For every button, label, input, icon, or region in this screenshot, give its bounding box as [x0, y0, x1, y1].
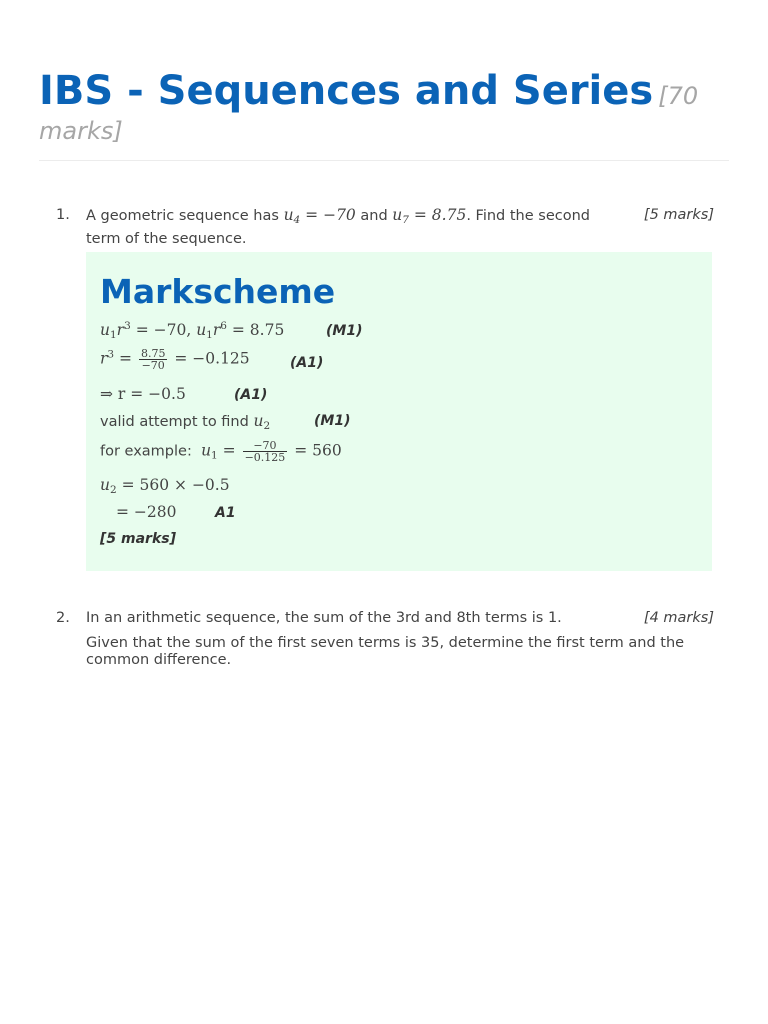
markscheme-line-2: $r^3$ = $\frac{8.75}{-70}$ = −0.125 [100, 347, 250, 372]
markscheme-line-4-code: (M1) [314, 413, 351, 429]
markscheme-line-6: $u_2 = 560 \times -0.5$ [100, 476, 230, 496]
markscheme-line-1-code: (M1) [326, 323, 363, 339]
markscheme-line-7-code: A1 [215, 505, 236, 521]
question-1 [56, 206, 714, 246]
markscheme-line-3: ⇒ r = −0.5 [100, 385, 186, 403]
question-2-text-para2: Given that the sum of the first seven terms is 35, determine the first term and the common difference. [86, 635, 685, 668]
markscheme-line-4: valid attempt to find $u_2$ [100, 412, 271, 432]
title-divider [39, 160, 729, 161]
question-2-marks: [4 marks] [643, 610, 714, 626]
question-1-number: 1. [56, 207, 70, 223]
question-1-text-suffix: . Find the second [466, 208, 590, 224]
markscheme-line-5: for example: $u_1$ = $\frac{-70}{-0.125}$ = 560 [100, 439, 342, 464]
markscheme-title: Markscheme [100, 272, 336, 311]
markscheme-line-3-code: (A1) [234, 387, 268, 403]
page-title-block [39, 64, 729, 147]
page-title: IBS - Sequences and Series [39, 68, 654, 114]
markscheme-line-2-fraction: $\frac{8.75}{-70}$ [140, 347, 166, 372]
markscheme-line-5-fraction: $\frac{-70}{-0.125}$ [244, 439, 286, 464]
markscheme-line-2-code: (A1) [290, 355, 324, 371]
question-2-text-line1: In an arithmetic sequence, the sum of the 3rd and 8th terms is 1. [86, 610, 562, 626]
question-2-text [86, 609, 714, 669]
question-1-text-and: and [360, 208, 388, 224]
markscheme-line-7: = −280 [116, 503, 177, 521]
question-1-u7: $u_7 = 8.75$ [392, 206, 467, 226]
question-1-text-line2: term of the sequence. [86, 231, 247, 247]
total-marks-part2: marks] [39, 117, 123, 145]
question-1-text-prefix: A geometric sequence has [86, 208, 279, 224]
total-marks-part1: [70 [658, 82, 699, 110]
question-2-number: 2. [56, 610, 70, 626]
question-1-u4: $u_4 = -70$ [283, 206, 356, 226]
markscheme-panel [86, 252, 712, 571]
markscheme-total: [5 marks] [100, 531, 176, 547]
markscheme-line-1: $u_1r^3 = -70$, $u_1r^6 = 8.75$ [100, 320, 285, 341]
question-1-marks: [5 marks] [643, 207, 714, 223]
question-2 [56, 609, 714, 673]
question-1-text [86, 206, 616, 249]
